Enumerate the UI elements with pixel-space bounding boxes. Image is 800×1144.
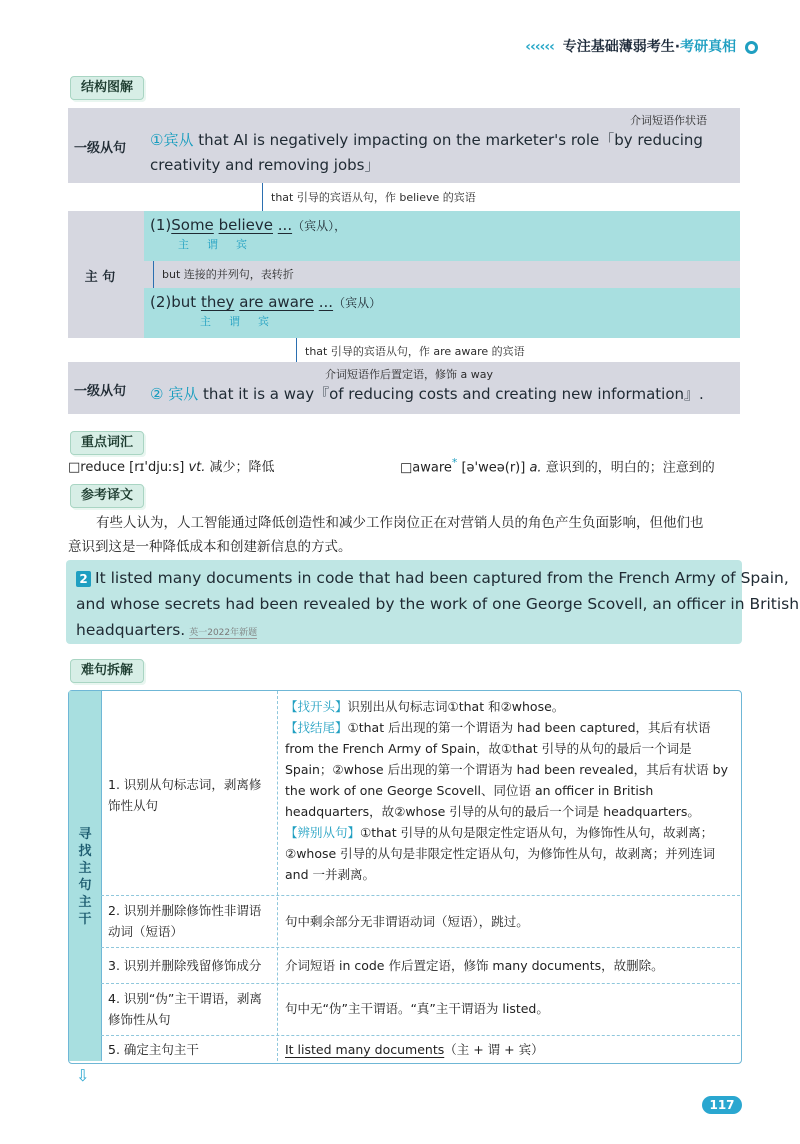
- step1-para-identify: [285, 822, 735, 885]
- step-label: 1. 识别从句标志词，剥离修饰性从句: [108, 777, 262, 813]
- sentence-source: 英一2022年新题: [189, 628, 258, 638]
- sentence-line-3: headquarters.: [76, 621, 186, 639]
- sidebar-char: 主: [78, 895, 92, 910]
- header-dot: ·: [674, 39, 681, 55]
- step-content: 句中剩余部分无非谓语动词（短语），跳过。: [285, 914, 529, 929]
- translation-line-2: 意识到这是一种降低成本和创建新信息的方式。: [68, 539, 352, 555]
- clause2-tail: （宾从）: [333, 296, 382, 310]
- vocab-pos: vt.: [188, 460, 206, 475]
- level1-top-label: 一级从句: [73, 141, 126, 156]
- link-line-1: [262, 183, 263, 211]
- clause1-prefix: (1): [150, 216, 172, 234]
- step-content: [285, 696, 735, 885]
- step-label: 2. 识别并删除修饰性非谓语动词（短语）: [108, 903, 262, 939]
- tag-identify-clause: 【辨别从句】: [285, 825, 361, 840]
- vocab-pos: a.: [529, 460, 542, 476]
- continue-down-icon: ⇩: [76, 1066, 90, 1085]
- section-tag-structure: 结构图解: [70, 76, 144, 100]
- bottom-clause-mark: ② 宾从: [150, 385, 199, 403]
- vocab-item-aware: [400, 456, 715, 475]
- top-clause-mark: ①宾从: [150, 131, 194, 149]
- header-prefix: 专注基础薄弱考生: [562, 39, 675, 55]
- bottom-clause: [150, 382, 704, 407]
- sentence-line-1: It listed many documents in code that had been captured from the French Army of Spain,: [95, 569, 789, 587]
- vocab-star-icon: *: [451, 456, 458, 469]
- tag-find-end: 【找结尾】: [285, 720, 348, 735]
- para-text: ①that 引导的从句是限定性定语从句，为修饰性从句，故剥离；②whose 引导的从句是非限定性定语从句，为修饰性从句，故剥离；并列连词 and 一并剥离。: [285, 825, 716, 882]
- clause2-object: ...: [318, 293, 334, 311]
- sentence-number: 2: [76, 571, 91, 587]
- clause1-object: ...: [277, 216, 293, 234]
- para-text: 识别出从句标志词①that 和②whose。: [347, 699, 565, 714]
- vocab-meaning: 意识到的，明白的；注意到的: [545, 460, 715, 476]
- tag-find-start: 【找开头】: [285, 699, 348, 714]
- sidebar-char: 寻: [78, 827, 92, 842]
- step-label: 3. 识别并删除残留修饰成分: [108, 958, 262, 973]
- level1-bottom-label: 一级从句: [73, 384, 126, 399]
- step1-para-find-end: [285, 717, 735, 822]
- clause1-tail: （宾从），: [292, 219, 347, 233]
- sidebar-char: 句: [78, 878, 92, 893]
- sidebar-char: 主: [78, 861, 92, 876]
- step-content: [285, 1039, 735, 1060]
- clause2-subject: they: [200, 293, 235, 311]
- header-arrows-icon: ‹‹‹‹‹‹: [525, 39, 554, 55]
- clause2-verb: are aware: [239, 293, 314, 311]
- step-content: 句中无“伪”主干谓语。“真”主干谓语为 listed。: [285, 1001, 549, 1016]
- section-tag-hard: 难句拆解: [70, 659, 144, 683]
- para-text: ①that 后出现的第一个谓语为 had been captured，其后有状语 from the French Army of Spain，故①that 引导的从句的最后一个词是 Spain；②whose 后出现的第一个谓语为 had been revealed，其后有状语 by the work of one George Scovell、同位语 an officer in British headquarters，故②whose 引导的从句的最后一个词是 headquarters。: [285, 720, 728, 819]
- main-label: 主 句: [84, 270, 116, 285]
- vocab-phonetic: [rɪ'djuːs]: [129, 460, 185, 475]
- bottom-annotation: 介词短语作后置定语，修饰 a way: [325, 368, 493, 381]
- sidebar-char: 找: [78, 844, 92, 859]
- section-tag-vocab: 重点词汇: [70, 431, 144, 455]
- sidebar-char: 干: [78, 912, 92, 927]
- main-clause-trunk: It listed many documents: [285, 1042, 445, 1057]
- clause2-grammar-labels: 主谓宾: [200, 315, 287, 328]
- translation-line-1: 有些人认为，人工智能通过降低创造性和减少工作岗位正在对营销人员的角色产生负面影响，但他们也: [96, 515, 704, 531]
- top-clause: [150, 128, 736, 178]
- trunk-grammar: （主 + 谓 + 宾）: [444, 1042, 544, 1057]
- link-line-3: [296, 338, 297, 362]
- vocab-checkbox: □: [68, 460, 81, 475]
- link-line-2: [153, 261, 154, 288]
- clause2-prefix: (2)but: [150, 293, 201, 311]
- step-label: 5. 确定主句主干: [108, 1042, 199, 1057]
- section-tag-translation: 参考译文: [70, 484, 144, 508]
- vocab-checkbox: □: [400, 460, 413, 476]
- sentence-line-2: and whose secrets had been revealed by the work of one George Scovell, an officer in British: [76, 595, 800, 613]
- clause1-subject: Some: [171, 216, 214, 234]
- step-label: 4. 识别“伪”主干谓语，剥离修饰性从句: [108, 991, 262, 1027]
- running-header: [525, 36, 758, 56]
- vocab-phonetic: [ə'weə(r)]: [461, 460, 526, 476]
- top-annotation: 介词短语作状语: [630, 114, 707, 127]
- vocab-meaning: 减少；降低: [209, 460, 275, 475]
- step-content: 介词短语 in code 作后置定语，修饰 many documents，故删除。: [285, 958, 664, 973]
- step1-para-find-start: [285, 696, 735, 717]
- table-sidebar-text: [78, 826, 92, 928]
- link-note-1: that 引导的宾语从句，作 believe 的宾语: [271, 191, 476, 204]
- vocab-word: aware: [412, 460, 452, 476]
- sentence-text: [76, 565, 800, 646]
- clause1-verb: believe: [218, 216, 273, 234]
- link-note-2: but 连接的并列句，表转折: [162, 268, 294, 281]
- link-note-3: that 引导的宾语从句，作 are aware 的宾语: [305, 345, 525, 358]
- top-clause-text: that AI is negatively impacting on the marketer's role「by reducing creativity and removing jobs」: [150, 131, 703, 174]
- vocab-item-reduce: [68, 456, 275, 475]
- page-number: 117: [702, 1096, 742, 1114]
- clause1-grammar-labels: 主谓宾: [178, 238, 265, 251]
- header-brand: 考研真相: [680, 39, 737, 55]
- brand-q-icon: [745, 41, 758, 54]
- bottom-clause-text: that it is a way『of reducing costs and creating new information』.: [198, 385, 704, 403]
- vocab-word: reduce: [80, 460, 125, 475]
